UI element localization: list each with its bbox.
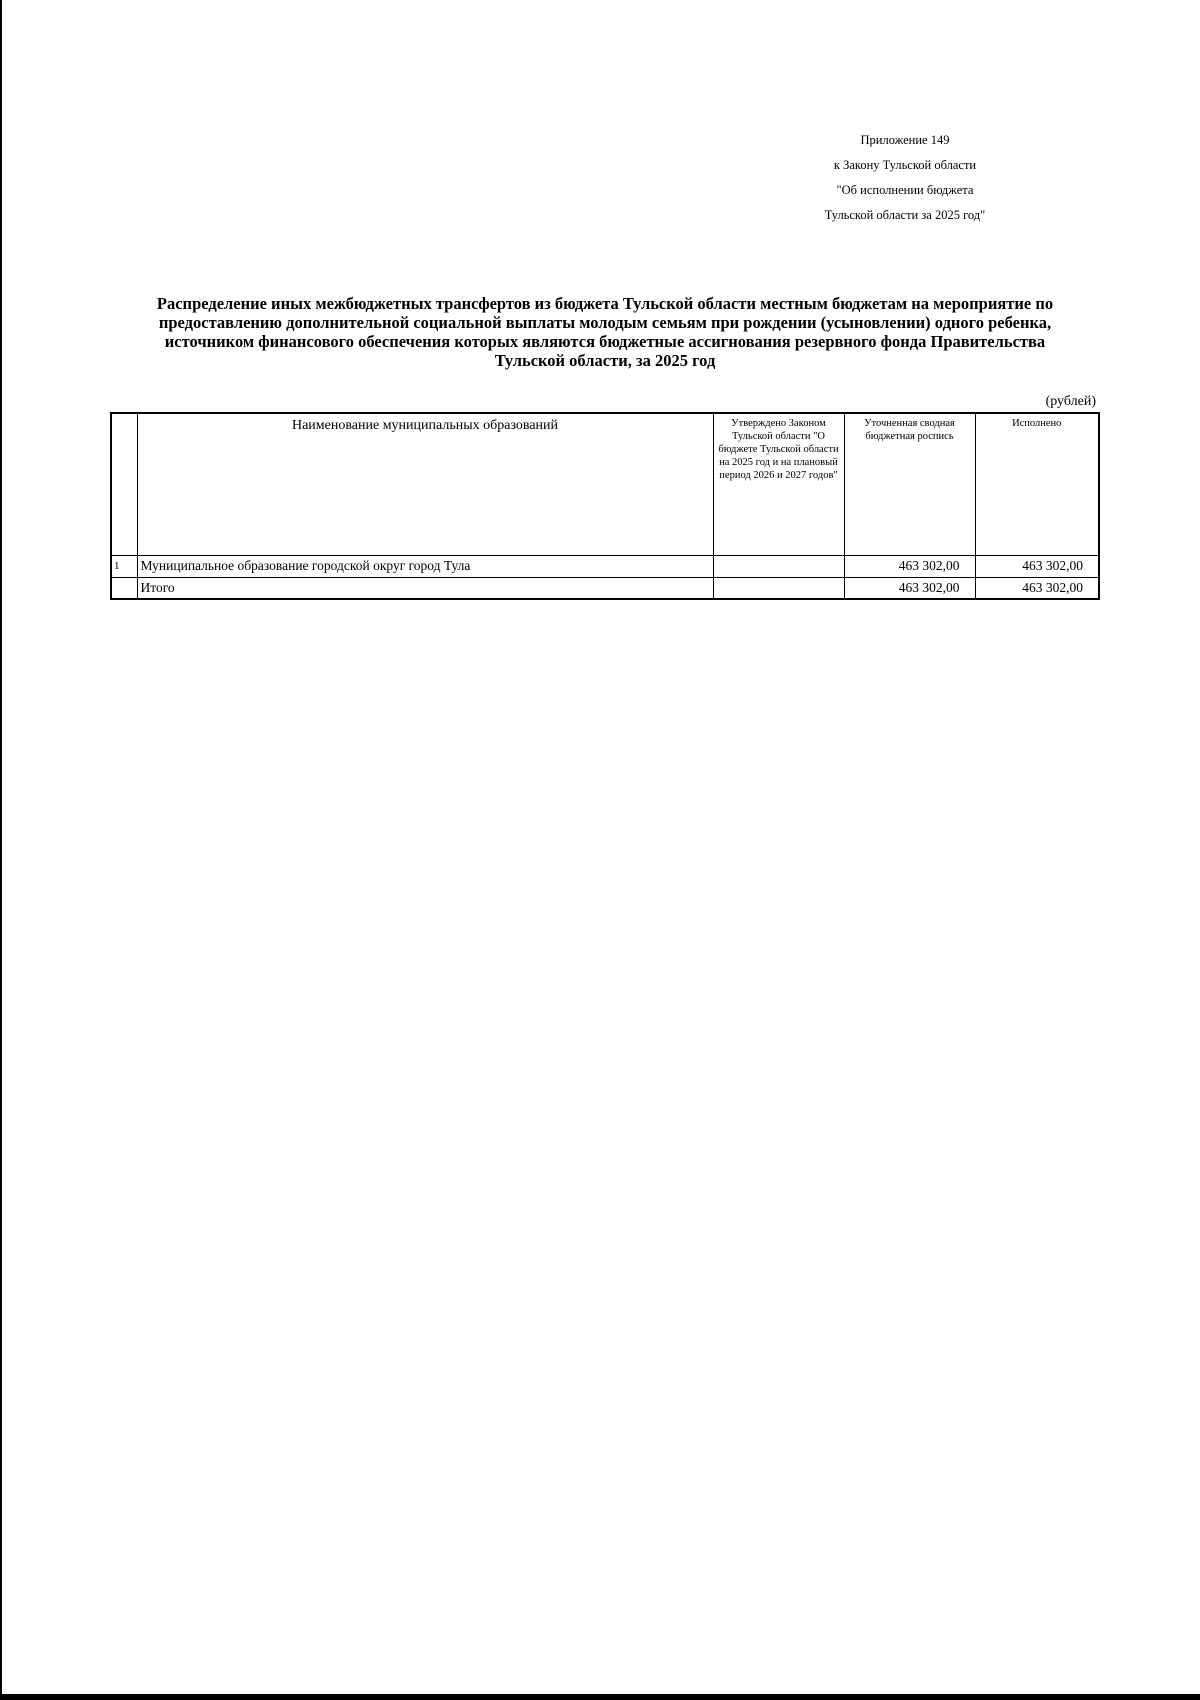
total-executed: 463 302,00 (975, 577, 1099, 599)
row-refined: 463 302,00 (844, 555, 975, 577)
appendix-block (780, 128, 1030, 228)
title-line: источником финансового обеспечения которых являются бюджетные ассигнования резервного фонда Правительства (164, 332, 1046, 351)
total-approved (713, 577, 844, 599)
row-approved (713, 555, 844, 577)
header-refined: Уточненная сводная бюджетная роспись (844, 413, 975, 555)
total-name: Итого (137, 577, 713, 599)
header-executed: Исполнено (975, 413, 1099, 555)
table-header-row (111, 413, 1099, 555)
header-num-cell (111, 413, 137, 555)
transfers-table (110, 412, 1100, 600)
document-title (110, 294, 1100, 370)
header-name: Наименование муниципальных образований (137, 413, 713, 555)
table-row (111, 555, 1099, 577)
total-number (111, 577, 137, 599)
appendix-line: Тульской области за 2025 год" (824, 208, 986, 222)
page-edge-bottom (0, 1694, 1200, 1700)
table-total-row (111, 577, 1099, 599)
row-number: 1 (111, 555, 137, 577)
row-executed: 463 302,00 (975, 555, 1099, 577)
total-refined: 463 302,00 (844, 577, 975, 599)
units-label: (рублей) (1045, 394, 1096, 409)
appendix-line: "Об исполнении бюджета (836, 183, 974, 197)
title-line: предоставлению дополнительной социальной выплаты молодым семьям при рождении (усыновлении) одного ребенка, (158, 313, 1052, 332)
row-name: Муниципальное образование городской округ город Тула (137, 555, 713, 577)
header-approved: Утверждено Законом Тульской области "О бюджете Тульской области на 2025 год и на плановый период 2026 и 2027 годов" (713, 413, 844, 555)
title-line: Тульской области, за 2025 год (494, 351, 716, 370)
appendix-line: Приложение 149 (860, 133, 950, 147)
title-line: Распределение иных межбюджетных трансфертов из бюджета Тульской области местным бюджетам на мероприятие по (156, 294, 1054, 313)
page-edge-left (0, 0, 2, 1700)
appendix-line: к Закону Тульской области (833, 158, 977, 172)
